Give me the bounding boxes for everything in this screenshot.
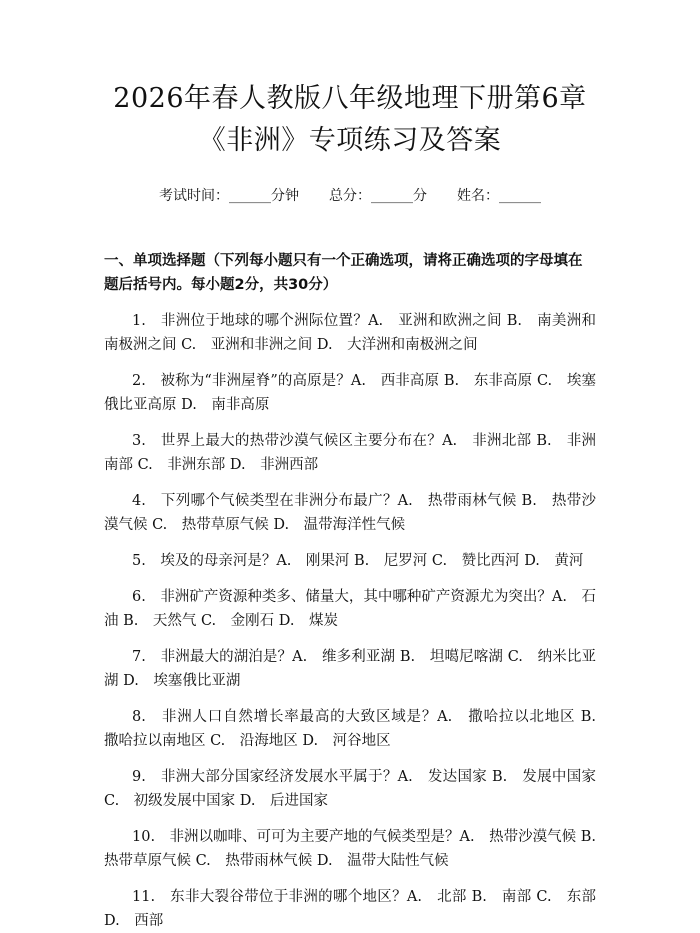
question-3: 3. 世界上最大的热带沙漠气候区主要分布在？A. 非洲北部 B. 非洲南部 C. 非洲东部 D. 非洲西部 (104, 433, 596, 473)
question-1: 1. 非洲位于地球的哪个洲际位置？A. 亚洲和欧洲之间 B. 南美洲和南极洲之间 C. 亚洲和非洲之间 D. 大洋洲和南极洲之间 (104, 313, 596, 353)
section-heading: 一、单项选择题（下列每小题只有一个正确选项，请将正确选项的字母填在题后括号内。每小题2分，共30分） (104, 253, 583, 293)
question-9: 9. 非洲大部分国家经济发展水平属于？A. 发达国家 B. 发展中国家 C. 初级发展中国家 D. 后进国家 (104, 769, 596, 809)
question-7: 7. 非洲最大的湖泊是？A. 维多利亚湖 B. 坦噶尼喀湖 C. 纳米比亚湖 D. 埃塞俄比亚湖 (104, 649, 596, 689)
question-list (104, 309, 611, 933)
exam-info-line (104, 186, 596, 206)
question-10: 10. 非洲以咖啡、可可为主要产地的气候类型是？A. 热带沙漠气候 B. 热带草原气候 C. 热带雨林气候 D. 温带大陆性气候 (104, 829, 611, 869)
question-4: 4. 下列哪个气候类型在非洲分布最广？A. 热带雨林气候 B. 热带沙漠气候 C. 热带草原气候 D. 温带海洋性气候 (104, 493, 596, 533)
student-name-field: 姓名：______ (457, 188, 541, 204)
question-11: 11. 东非大裂谷带位于非洲的哪个地区？A. 北部 B. 南部 C. 东部 D. 西部 (104, 889, 596, 929)
exam-time-field: 考试时间：______分钟 (159, 188, 299, 204)
question-5: 5. 埃及的母亲河是？A. 刚果河 B. 尼罗河 C. 赞比西河 D. 黄河 (132, 553, 584, 569)
document-title: 2026年春人教版八年级地理下册第6章《非洲》专项练习及答案 (113, 83, 587, 156)
total-score-field: 总分：______分 (329, 188, 427, 204)
question-8: 8. 非洲人口自然增长率最高的大致区域是？A. 撒哈拉以北地区 B. 撒哈拉以南地区 C. 沿海地区 D. 河谷地区 (104, 709, 611, 749)
question-2: 2. 被称为“非洲屋脊”的高原是？A. 西非高原 B. 东非高原 C. 埃塞俄比亚高原 D. 南非高原 (104, 373, 596, 413)
question-6: 6. 非洲矿产资源种类多、储量大，其中哪种矿产资源尤为突出？A. 石油 B. 天然气 C. 金刚石 D. 煤炭 (104, 589, 596, 629)
